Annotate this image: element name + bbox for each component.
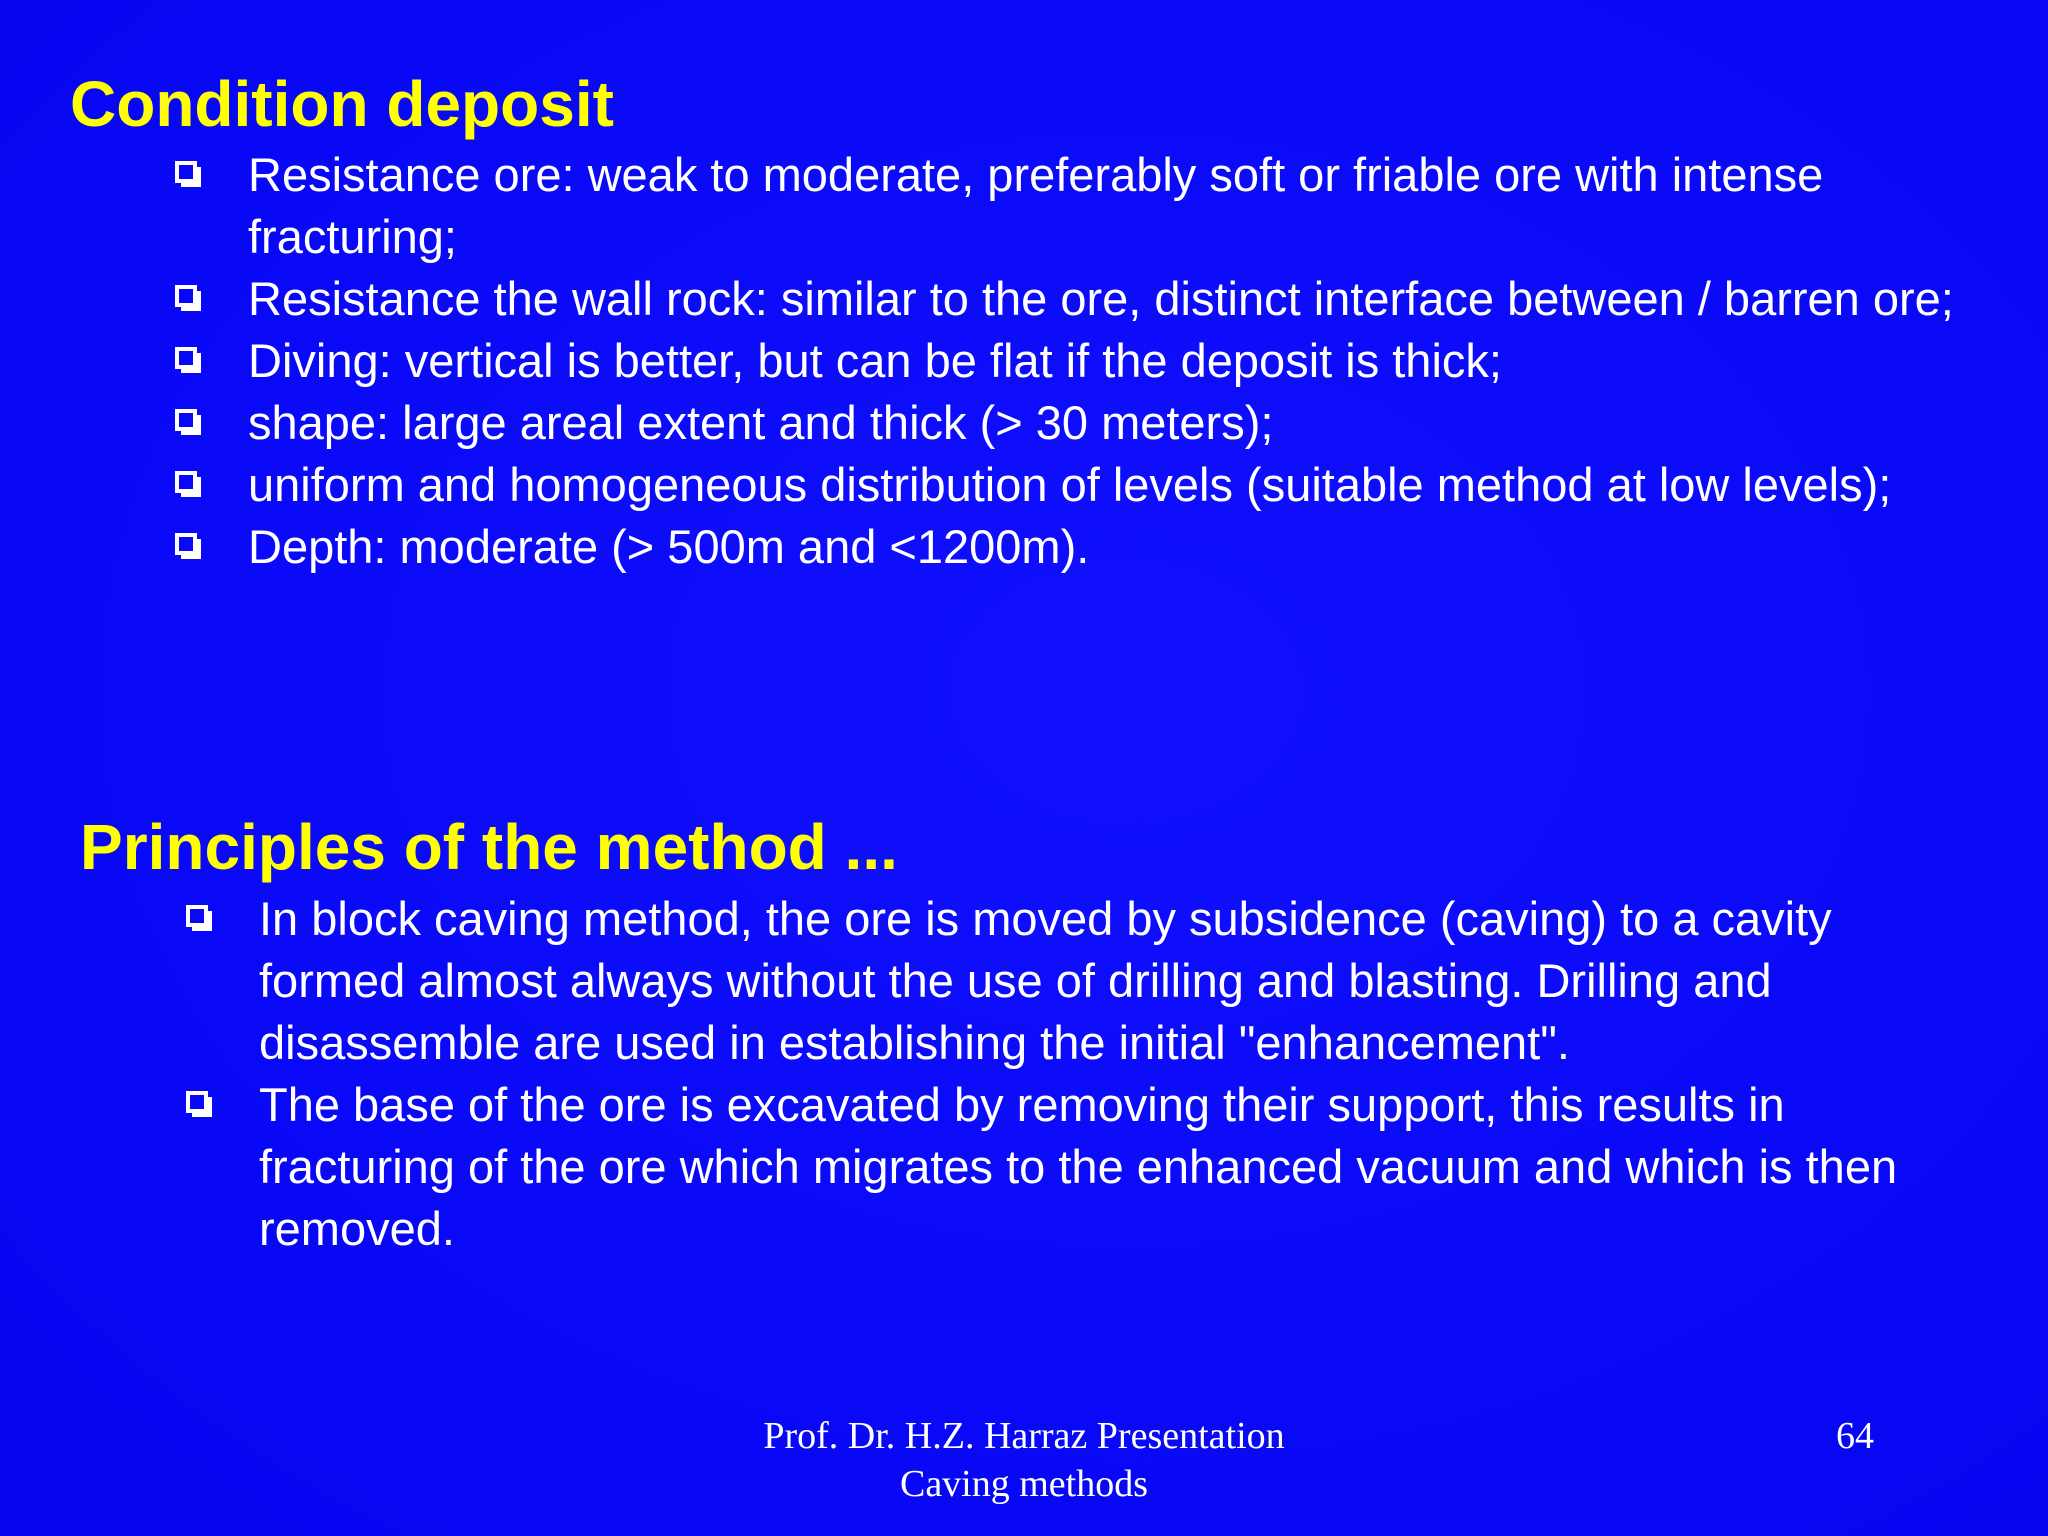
- checkbox-bullet-icon: [175, 471, 197, 493]
- footer: [624, 1412, 1424, 1508]
- list-item: [186, 1074, 1959, 1260]
- list-item-text: The base of the ore is excavated by removing their support, this results in fracturing of the ore which migrates to the enhanced vacuum and which is then removed.: [259, 1078, 1898, 1255]
- list-item: [175, 454, 2038, 516]
- list-item: [175, 330, 2038, 392]
- list-item: [175, 144, 2038, 268]
- list-item-text: uniform and homogeneous distribution of levels (suitable method at low levels);: [248, 458, 1892, 511]
- principles-list: [186, 888, 2006, 1260]
- list-item-text: Resistance ore: weak to moderate, preferably soft or friable ore with intense fracturing;: [248, 148, 1824, 263]
- footer-topic: Caving methods: [899, 1463, 1149, 1505]
- checkbox-bullet-icon: [175, 347, 197, 369]
- checkbox-bullet-icon: [175, 409, 197, 431]
- list-item-text: In block caving method, the ore is moved by subsidence (caving) to a cavity formed almost always without the use of drilling and blasting. Drilling and disassemble are used in establishing the initial "enhancement".: [259, 892, 1832, 1069]
- list-item: [175, 268, 2038, 330]
- list-item-text: shape: large areal extent and thick (> 30 meters);: [248, 396, 1274, 449]
- checkbox-bullet-icon: [175, 285, 197, 307]
- condition-deposit-heading: Condition deposit: [70, 68, 614, 140]
- list-item: [175, 392, 2038, 454]
- principles-heading: Principles of the method ...: [80, 811, 898, 883]
- page-number: 64: [1836, 1415, 1874, 1457]
- list-item-text: Depth: moderate (> 500m and <1200m).: [248, 520, 1090, 573]
- condition-deposit-list: [175, 144, 2005, 578]
- checkbox-bullet-icon: [186, 1091, 208, 1113]
- checkbox-bullet-icon: [186, 905, 208, 927]
- checkbox-bullet-icon: [175, 161, 197, 183]
- list-item: [175, 516, 2038, 578]
- list-item: [186, 888, 1959, 1074]
- footer-author: Prof. Dr. H.Z. Harraz Presentation: [763, 1415, 1285, 1457]
- list-item-text: Diving: vertical is better, but can be flat if the deposit is thick;: [248, 334, 1502, 387]
- checkbox-bullet-icon: [175, 533, 197, 555]
- list-item-text: Resistance the wall rock: similar to the ore, distinct interface between / barren ore;: [248, 272, 1954, 325]
